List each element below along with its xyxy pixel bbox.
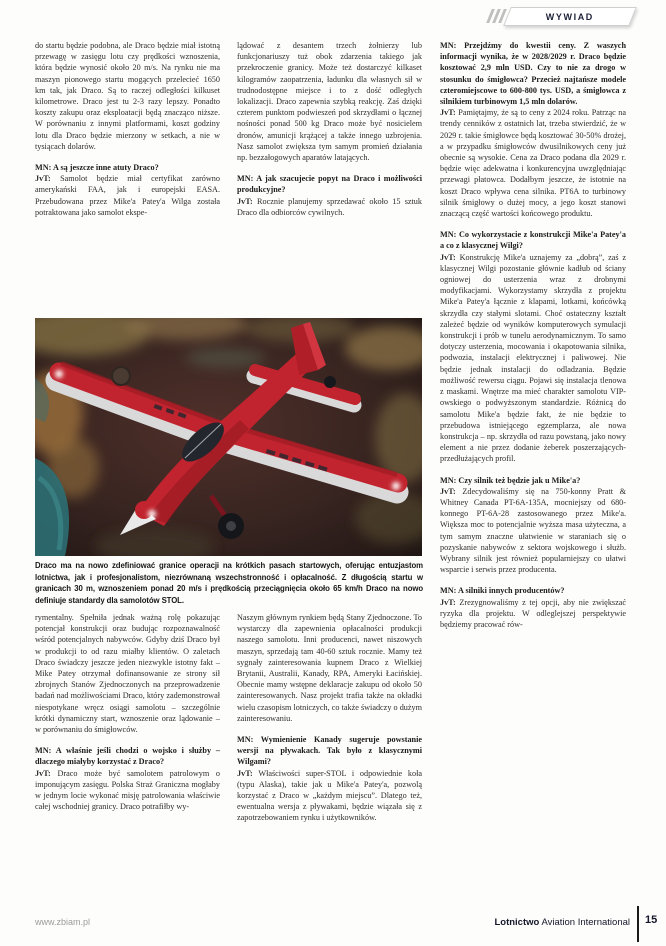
footer-magazine-title <box>494 917 630 928</box>
paragraph: Naszym głównym rynkiem będą Stany Zjednoczone. To wystarczy dla zapewnienia opłacalności produkcji naszego samolotu. Inni producenci, nawet niszowych maszyn, sprzedają tam 40-60 sztuk rocznie. Mamy też sygnały zainteresowania kupnem Draco z Wielkiej Brytanii, Australii, Kanady, RPA, Ameryki Łacińskiej. Obecnie mamy wstępne deklaracje zakupu od około 50 zainteresowanych. Nasz projekt trafia także na okładki wielu czasopism lotniczych, co także świadczy o dużym zainteresowaniu. <box>237 613 422 723</box>
section-header-badge <box>503 7 637 26</box>
column-middle-top <box>237 40 422 318</box>
answer-prefix: JvT: <box>440 252 456 262</box>
footer-divider <box>637 906 639 942</box>
interview-question: MN: Wymienienie Kanady sugeruje powstanie wersji na pływakach. Tak było z klasycznymi Wilgami? <box>237 735 422 767</box>
interview-question: MN: A są jeszcze inne atuty Draco? <box>35 163 159 173</box>
answer-prefix: JvT: <box>440 108 456 118</box>
answer-text: Draco może być samolotem patrolowym o imponującym zasięgu. Polska Straż Graniczna mogłaby w jednym locie wykonać misję patrolowania właściwie całej wschodniej granicy. Draco potrafiłby wy- <box>35 768 220 812</box>
interview-question: MN: Czy silnik też będzie jak u Mike'a? <box>440 475 581 485</box>
interview-answer <box>35 173 220 218</box>
interview-question: MN: Co wykorzystacie z konstrukcji Mike'a Patey'a a co z klasycznej Wilgi? <box>440 230 626 251</box>
magazine-name-rest: Aviation International <box>539 917 630 928</box>
answer-text: Pamiętajmy, że są to ceny z 2024 roku. Patrząc na trendy cenników z ostatnich lat, trzeba stwierdzić, że w 2029 r. takie śmigłowce będą kosztować 30-50% drożej, a w przypadku śmigłowców dwusilnikowych ceny już obecnie są wysokie. Cena za Draco podana dla 2029 r. będzie więc adekwatna i konkurencyjna uwzględniając przewagi płatowca. Dodałbym jeszcze, że istotnie na koszt Draco wpływa cena silnika. PT6A to turbinowy silnik śmigłowy o dużej mocy, a jego koszt stanowi znaczącą część wartości końcowego produktu. <box>440 108 626 219</box>
header-slash-decoration <box>489 9 504 23</box>
interview-question: MN: A jak szacujecie popyt na Draco i możliwości produkcyjne? <box>237 174 422 195</box>
interview-answer <box>237 196 422 218</box>
answer-text: Zdecydowaliśmy się na 750-konny Pratt & Whitney Canada PT-6A-135A, mocniejszy od 680-konnego PT-6A-28 zastosowanego przez Mike'a. Większa moc to potencjalnie wyższa masa użyteczna, a tym samym znaczne ułatwienie w staraniach się o pozyskanie nabywców z sektora wojskowego i służb. Wybrany silnik jest również popularniejszy co ułatwi wsparcie i serwis przez producenta. <box>440 486 626 575</box>
column-right <box>440 40 626 913</box>
interview-question: MN: A silniki innych producentów? <box>440 586 565 596</box>
column-middle-bottom <box>237 612 422 913</box>
answer-text: Właściwości super-STOL i odpowiednie koła (typu Alaska), takie jak u Mike'a Patey'a, pozwolą korzystać z Draco w „każdym miejscu”. Dlatego też, ewentualna wersja z pływakami, będzie wiązała się z zapotrzebowaniem rynku i użytkowników. <box>237 768 422 823</box>
column-left-top <box>35 40 220 318</box>
interview-answer <box>440 107 626 219</box>
answer-prefix: JvT: <box>440 486 456 496</box>
magazine-name-bold: Lotnictwo <box>494 917 540 928</box>
interview-answer <box>440 486 626 576</box>
answer-text: Rocznie planujemy sprzedawać około 15 sztuk Draco dla odbiorców cywilnych. <box>237 196 422 217</box>
answer-prefix: JvT: <box>35 174 51 184</box>
answer-prefix: JvT: <box>35 768 51 778</box>
page-number: 15 <box>645 914 658 926</box>
answer-text: Samolot będzie miał certyfikat zarówno amerykański FAA, jak i europejski EASA. Przebudowana przez Mike'a Patey'a Wilga została potraktowana jako samolot ekspe- <box>35 174 220 217</box>
column-left-bottom <box>35 612 220 913</box>
interview-answer <box>237 768 422 824</box>
answer-prefix: JvT: <box>237 196 253 206</box>
answer-prefix: JvT: <box>440 597 456 607</box>
draco-photo-illustration <box>35 318 422 556</box>
footer-website: www.zbiam.pl <box>35 917 91 927</box>
answer-prefix: JvT: <box>237 768 253 778</box>
interview-answer <box>35 768 220 813</box>
interview-question: MN: Przejdźmy do kwestii ceny. Z waszych informacji wynika, że w 2028/2029 r. Draco będzie kosztować 2,9 mln USD. Czy to nie za drogo w stosunku do śmigłowca? Przecież najtańsze modele czteromiejscowe to 600-800 tys. USD, a śmigłowca z silnikiem turbinowym 1,5 mln dolarów. <box>440 41 626 107</box>
paragraph: rymentalny. Spełniła jednak ważną rolę pokazując potencjał konstrukcji oraz budując rozpoznawalność wśród potencjalnych nabywców. Gdyby dziś Draco był w produkcji to od razu miałby klientów. O zaletach Draco świadczy jeszcze jeden niezwykle istotny fakt – Mike Patey otrzymał dofinansowanie ze strony sił zbrojnych Stanów Zjednoczonych na przeprowadzenie badań nad możliwościami Draco, który zademonstrował niespotykane wręcz osiągi samolotu – szczególnie krótki dynamiczny start, wznoszenie oraz lądowanie – w porównaniu do śmigłowców. <box>35 613 220 735</box>
paragraph: lądować z desantem trzech żołnierzy lub funkcjonariuszy tuż obok zdarzenia takiego jak przekroczenie granicy. Może też dostarczyć kilkaset kilogramów zaopatrzenia, ładunku dla własnych sił w trudnodostępne miejsce i to z dość odległych lokalizacji. Draco zapewnia szybką reakcję. Zaś dzięki czterem punktom podwieszeń pod skrzydłami o łącznej nośności ponad 500 kg Draco może być nosicielem dronów, amunicji krążącej a także innego uzbrojenia. Nasz samolot zwiększa tym samym promień działania np. bezzałogowych aparatów latających. <box>237 41 422 163</box>
paragraph: do startu będzie podobna, ale Draco będzie miał istotną przewagę w zasięgu lotu czy prędkości wznoszenia, która będzie wynosić około 20 m/s. Na rynku nie ma maszyn pionowego startu mogących przelecieć 1650 km tak, jak Draco. Są to raczej odległości kilkuset kilometrowe. Draco jest tu 2-3 razy lepszy. Ponadto koszty zakupu oraz eksploatacji będą znacząco niższe. W porównaniu z innymi platformami, koszt godziny lotu dla Draco będzie mierzony w setkach, a nie w tysiącach dolarów. <box>35 41 220 151</box>
interview-answer <box>440 597 626 631</box>
photo-caption: Draco ma na nowo zdefiniować granice operacji na krótkich pasach startowych, oferując entuzjastom lotnictwa, jak i profesjonalistom, niezrównaną wszechstronność i opłacalność. Z długością startu w granicach 30 m, wznoszeniem ponad 20 m/s i prędkością przeciągnięcia około 65 km/h Draco na nowo definiuje standardy dla samolotów STOL. <box>35 561 423 605</box>
section-header-label: WYWIAD <box>545 11 595 22</box>
interview-question: MN: A właśnie jeśli chodzi o wojsko i służby – dlaczego miałyby korzystać z Draco? <box>35 746 220 767</box>
answer-text: Konstrukcję Mike'a uznajemy za „dobrą”, zaś z klasycznej Wilgi pozostanie głównie kadłub od ściany ogniowej do usterzenia wraz z drobnymi modyfikacjami. Wykorzystamy skrzydła z projektu Mike'a Patey'a łącznie z klapami, lotkami, końcówką skrzydła czy stałymi slotami. Choć ostateczny kształt zależeć będzie od wyników komputerowych symulacji konstrukcji i prób w tunelu aerodynamicznym. To samo dotyczy usterzenia, mocowania i okapotowania silnika, podwozia, instalacji elektrycznej i paliwowej. Nie będzie jednak instalacji do odladzania. Będzie możliwość rewersu ciągu. Pojawi się instalacja tlenowa z maskami. Wnętrze ma mieć charakter samolotu VIP-owskiego o podwyższonym standardzie. Różnicą do samolotu Mike'a będzie fakt, że nie będzie to przebudowa istniejącego egzemplarza, ale nowa konstrukcja – np. skrzydła od razu powstaną, jako nowy element a nie przez dodanie żeberek poszerzających-przedłużających profil. <box>440 252 626 464</box>
article-photo <box>35 318 422 556</box>
interview-answer <box>440 252 626 465</box>
answer-text: Zrezygnowaliśmy z tej opcji, aby nie zwiększać ryzyka dla projektu. W odleglejszej perspektywie będziemy pracować rów- <box>440 597 626 629</box>
